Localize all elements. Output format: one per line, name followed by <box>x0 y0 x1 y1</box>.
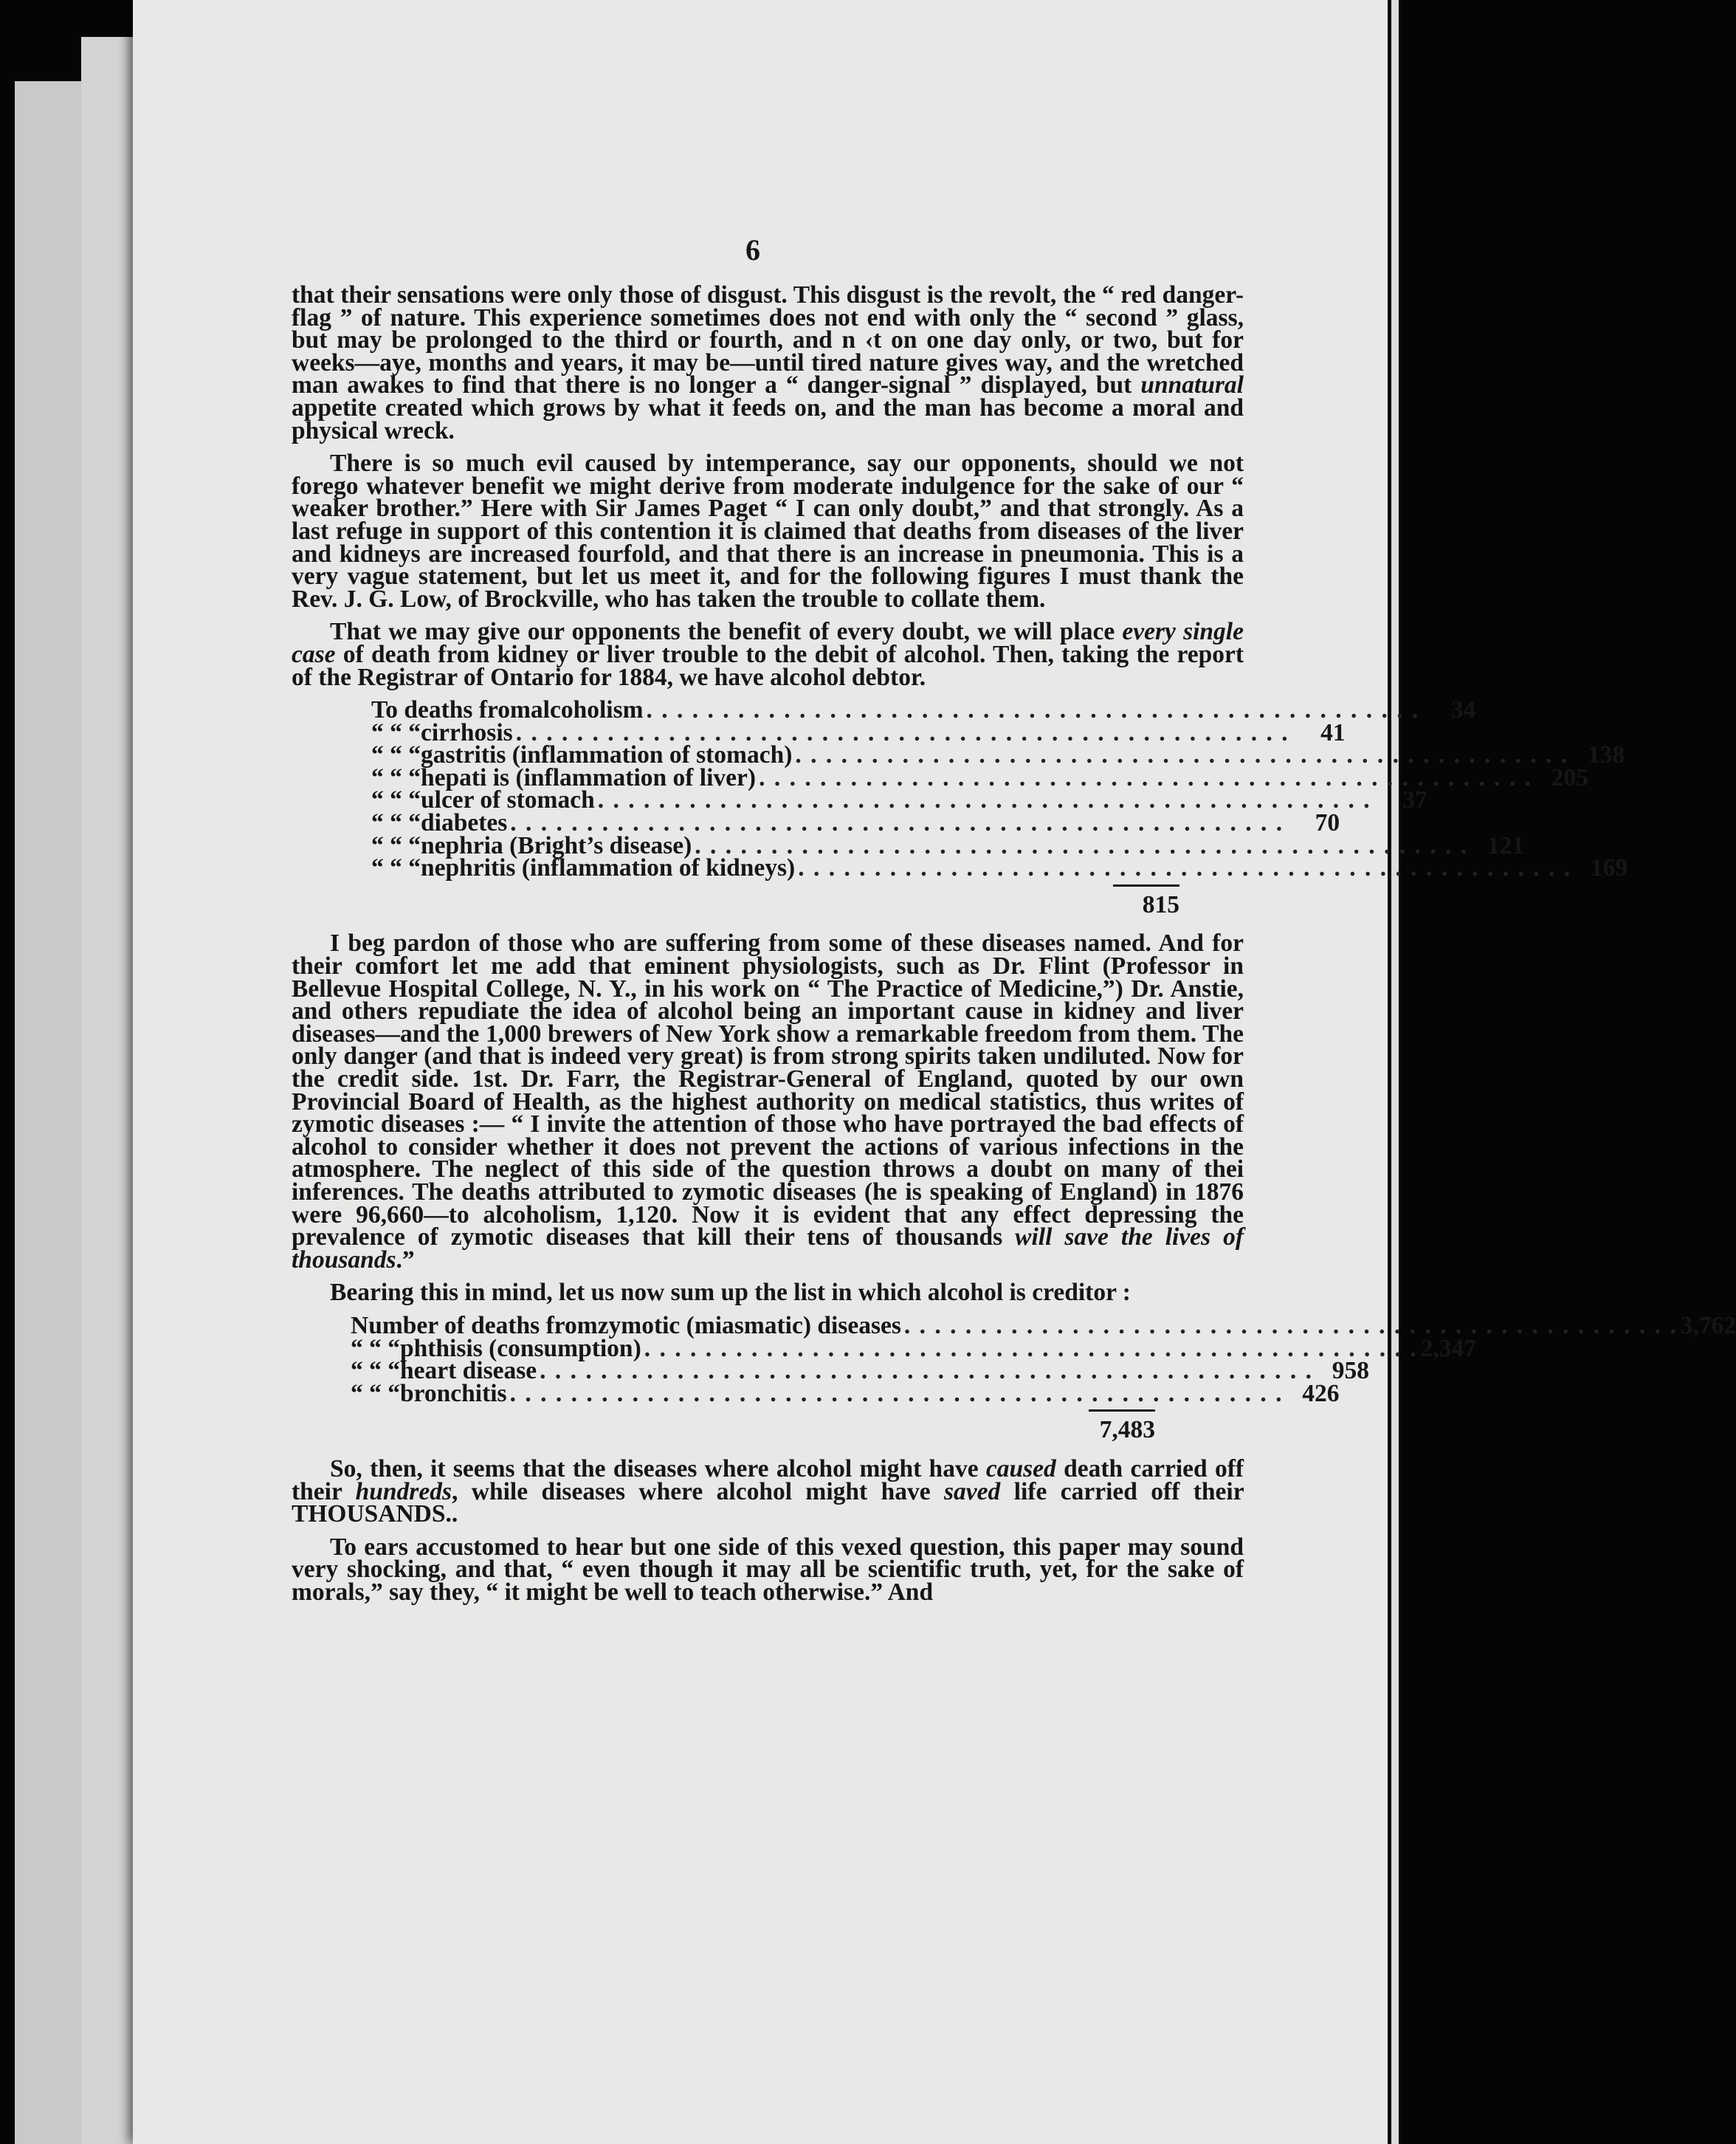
leader-dots: . . . . . . . . . . . . . . . . . . . . . . . . . . . . . . . . . . . . . . . . . . . . . . . . . . . <box>510 809 1284 837</box>
row-disease: heart disease <box>400 1357 537 1385</box>
page-gutter <box>1391 0 1399 2144</box>
row-disease: cirrhosis <box>421 718 513 746</box>
row-count: 70 <box>1315 809 1340 837</box>
row-count: 3,762 <box>1680 1311 1736 1339</box>
row-count: 2,347 <box>1420 1334 1476 1362</box>
creditor-sum-rule <box>1089 1409 1155 1412</box>
leader-dots: . . . . . . . . . . . . . . . . . . . . . . . . . . . . . . . . . . . . . . . . . . . . . . . . . . . <box>795 741 1569 769</box>
debtor-rows <box>371 696 1628 882</box>
row-prefix: “ “ “ <box>371 831 421 859</box>
paragraph-6: So, then, it seems that the diseases where alcohol might have caused death carried off their hundreds, while diseases where alcohol might have saved life carried off their THOUSANDS.. <box>292 1454 1244 1528</box>
row-prefix: “ “ “ <box>371 741 421 769</box>
row-prefix: “ “ “ <box>351 1379 400 1407</box>
debtor-total: 815 <box>1142 890 1179 918</box>
row-disease: nephritis (inflammation of kidneys) <box>421 854 796 882</box>
row-count: 37 <box>1402 786 1427 814</box>
row-count: 426 <box>1302 1379 1340 1407</box>
row-prefix: “ “ “ <box>371 763 421 791</box>
leader-dots: . . . . . . . . . . . . . . . . . . . . . . . . . . . . . . . . . . . . . . . . . . . . . . . . . . . <box>903 1311 1678 1339</box>
row-count: 958 <box>1332 1357 1370 1385</box>
row-disease: zymotic (miasmatic) diseases <box>597 1311 901 1339</box>
row-prefix: “ “ “ <box>371 854 421 882</box>
paragraph-4: I beg pardon of those who are suffering from some of these diseases named. And for their comfort let me add that eminent physiologists, such as Dr. Flint (Professor in Bellevue Hospital College, N. Y., in his work on “ The Practice of Medicine,”) Dr. Anstie, and others repudiate the idea of alcohol being an important cause in kidney and liver diseases—and the 1,000 brewers of New York show a remarkable freedom from them. The only danger (and that is indeed very great) is from strong spirits taken undiluted. Now for the credit side. 1st. Dr. Farr, the Registrar-General of England, quoted by our own Provincial Board of Health, as the highest authority on medical statistics, thus writes of zymotic diseases :— “ I invite the attention of those who have portrayed the bad effects of alcohol to consider whether it does not prevent the actions of various infections in the atmosphere. The neglect of this side of the question throws a doubt on many of thei inferences. The deaths attributed to zymotic diseases (he is speaking of England) in 1876 were 96,660—to alcoholism, 1,120. Now it is evident that any effect depressing the prevalence of zymotic diseases that kill their tens of thousands will save the lives of thousands.” <box>292 930 1244 1274</box>
row-disease: diabetes <box>421 809 508 837</box>
paragraph-7: To ears accustomed to hear but one side of this vexed question, this paper may sound very shocking, and that, “ even though it may all be scientific truth, yet, for the sake of morals,” say they, “ it might be well to teach otherwise.” And <box>292 1533 1244 1606</box>
leader-dots: . . . . . . . . . . . . . . . . . . . . . . . . . . . . . . . . . . . . . . . . . . . . . . . . . . . <box>759 763 1532 791</box>
row-disease: hepati is (inflammation of liver) <box>421 763 757 791</box>
tally-row <box>351 1311 1736 1339</box>
paragraph-1: that their sensations were only those of disgust. This disgust is the revolt, the “ red danger-flag ” of nature. This experience sometimes does not end with only the “ second ” glass, but may be prolonged to the third or fourth, and n ‹t on one day only, or two, but for weeks—aye, months and years, it may be—until tired nature gives way, and the wretched man awakes to find that there is no longer a “ danger-signal ” displayed, but unnatural appetite created which grows by what it feeds on, and the man has become a moral and physical wreck. <box>292 281 1244 444</box>
paragraph-3: That we may give our opponents the benefit of every doubt, we will place every single case of death from kidney or liver trouble to the debit of alcohol. Then, taking the report of the Registrar of Ontario for 1884, we have alcohol debtor. <box>292 618 1244 691</box>
paragraph-2: There is so much evil caused by intemperance, say our opponents, should we not forego whatever benefit we might derive from moderate indulgence for the sake of our “ weaker brother.” Here with Sir James Paget “ I can only doubt,” and that strongly. As a last refuge in support of this contention it is claimed that deaths from diseases of the liver and kidneys are increased fourfold, and that there is an increase in pneumonia. This is a very vague statement, but let us meet it, and for the following figures I must thank the Rev. J. G. Low, of Brockville, who has taken the trouble to collate them. <box>292 450 1244 613</box>
row-prefix: “ “ “ <box>351 1334 400 1362</box>
row-count: 41 <box>1320 718 1346 746</box>
row-count: 34 <box>1450 696 1476 724</box>
leader-dots: . . . . . . . . . . . . . . . . . . . . . . . . . . . . . . . . . . . . . . . . . . . . . . . . . . . <box>515 718 1289 746</box>
row-count: 121 <box>1487 831 1525 859</box>
page-number: 6 <box>745 233 760 267</box>
creditor-rows <box>351 1311 1736 1407</box>
leader-dots: . . . . . . . . . . . . . . . . . . . . . . . . . . . . . . . . . . . . . . . . . . . . . . . . . . . <box>798 854 1572 882</box>
row-prefix: “ “ “ <box>371 718 421 746</box>
debtor-table <box>371 696 1628 918</box>
page-content <box>292 281 1736 1614</box>
creditor-table <box>351 1311 1736 1444</box>
row-disease: alcoholism <box>530 696 644 724</box>
leader-dots: . . . . . . . . . . . . . . . . . . . . . . . . . . . . . . . . . . . . . . . . . . . . . . . . . . . <box>646 696 1420 724</box>
row-count: 205 <box>1551 763 1588 791</box>
leader-dots: . . . . . . . . . . . . . . . . . . . . . . . . . . . . . . . . . . . . . . . . . . . . . . . . . . . <box>644 1334 1418 1362</box>
row-count: 138 <box>1588 741 1625 769</box>
row-disease: nephria (Bright’s disease) <box>421 831 692 859</box>
leader-dots: . . . . . . . . . . . . . . . . . . . . . . . . . . . . . . . . . . . . . . . . . . . . . . . . . . . <box>509 1379 1284 1407</box>
row-disease: phthisis (consumption) <box>400 1334 641 1362</box>
row-disease: bronchitis <box>400 1379 507 1407</box>
row-disease: gastritis (inflammation of stomach) <box>421 741 793 769</box>
row-count: 169 <box>1590 854 1628 882</box>
tally-row <box>351 1379 1340 1407</box>
row-prefix: Number of deaths from <box>351 1311 598 1339</box>
debtor-sum-rule <box>1113 884 1179 887</box>
row-prefix: “ “ “ <box>371 786 421 814</box>
leader-dots: . . . . . . . . . . . . . . . . . . . . . . . . . . . . . . . . . . . . . . . . . . . . . . . . . . . <box>695 831 1469 859</box>
tally-row <box>371 854 1628 882</box>
leader-dots: . . . . . . . . . . . . . . . . . . . . . . . . . . . . . . . . . . . . . . . . . . . . . . . . . . . <box>540 1357 1314 1385</box>
paragraph-5: Bearing this in mind, let us now sum up the list in which alcohol is creditor : <box>330 1279 1131 1307</box>
row-prefix: “ “ “ <box>351 1357 400 1385</box>
leader-dots: . . . . . . . . . . . . . . . . . . . . . . . . . . . . . . . . . . . . . . . . . . . . . . . . . . . <box>597 786 1371 814</box>
row-prefix: To deaths from <box>371 696 531 724</box>
row-prefix: “ “ “ <box>371 809 421 837</box>
creditor-total: 7,483 <box>1099 1416 1155 1444</box>
row-disease: ulcer of stomach <box>421 786 595 814</box>
